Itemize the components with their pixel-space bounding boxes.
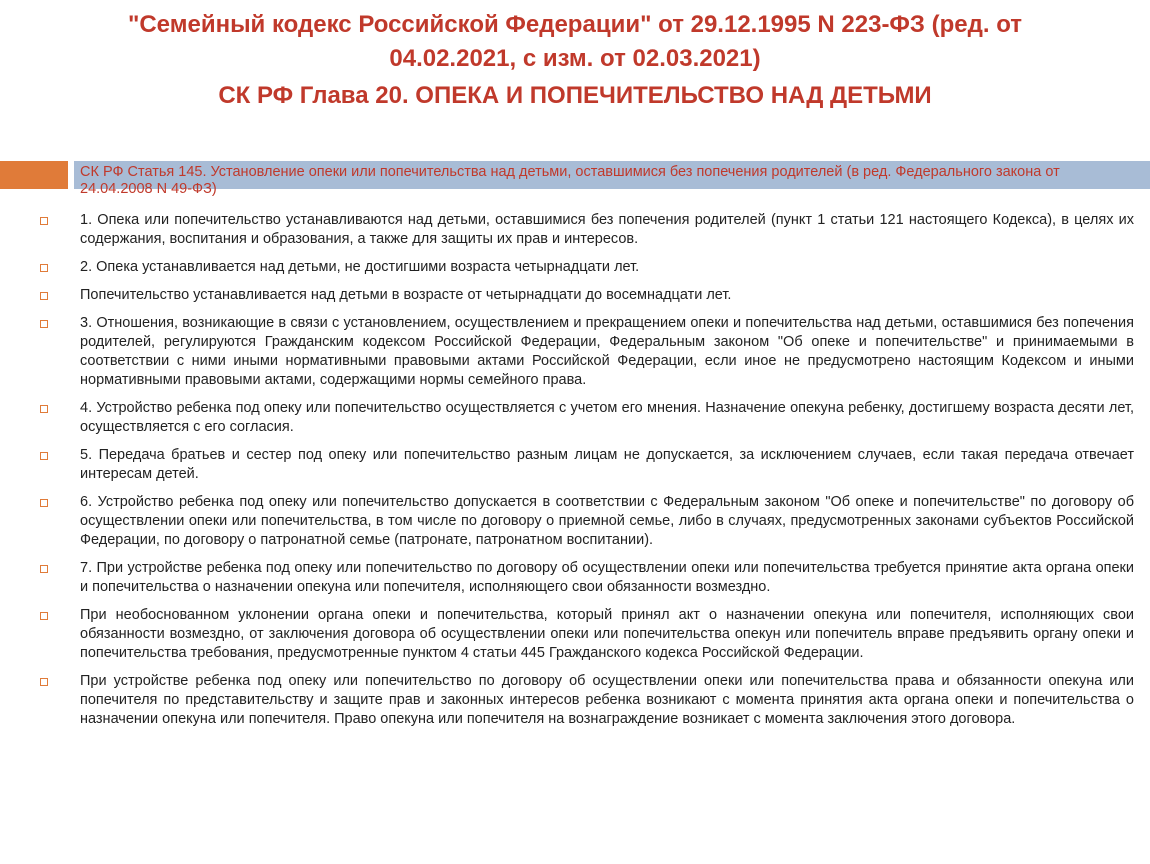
- paragraph-text: 4. Устройство ребенка под опеку или попечительство осуществляется с учетом его мнения. Назначение опекуна ребенку, достигшему возраста десяти лет, осуществляется с его согласия.: [80, 400, 1134, 435]
- square-bullet-icon: [40, 499, 48, 507]
- square-bullet-icon: [40, 217, 48, 225]
- list-item: [0, 314, 1150, 390]
- list-item: [0, 211, 1150, 249]
- list-item: [0, 286, 1150, 305]
- square-bullet-icon: [40, 678, 48, 686]
- paragraph-text: 7. При устройстве ребенка под опеку или попечительство по договору об осуществлении опеки или попечительства требуется принятие акта органа опеки и попечительства о назначении опекуна или попечителя, исполняющего свои обязанности возмездно.: [80, 560, 1134, 595]
- square-bullet-icon: [40, 612, 48, 620]
- accent-block: [0, 161, 68, 189]
- list-item: [0, 446, 1150, 484]
- chapter-title: СК РФ Глава 20. ОПЕКА И ПОПЕЧИТЕЛЬСТВО НАД ДЕТЬМИ: [218, 82, 932, 109]
- paragraph-text: 5. Передача братьев и сестер под опеку или попечительство разным лицам не допускается, за исключением случаев, если такая передача отвечает интересам детей.: [80, 447, 1134, 482]
- list-item: [0, 258, 1150, 277]
- list-item: [0, 606, 1150, 663]
- document-title-line-2: 04.02.2021, с изм. от 02.03.2021): [389, 45, 761, 72]
- article-heading: СК РФ Статья 145. Установление опеки или попечительства над детьми, оставшимися без попечения родителей (в ред. Федерального закона от 24.04.2008 N 49-ФЗ): [80, 164, 1060, 197]
- square-bullet-icon: [40, 405, 48, 413]
- paragraph-text: 1. Опека или попечительство устанавливаются над детьми, оставшимися без попечения родителей (пункт 1 статьи 121 настоящего Кодекса), в целях их содержания, воспитания и образования, а также для защиты их прав и интересов.: [80, 212, 1134, 247]
- document-title-line-1: "Семейный кодекс Российской Федерации" от 29.12.1995 N 223-ФЗ (ред. от: [127, 11, 1023, 38]
- square-bullet-icon: [40, 565, 48, 573]
- list-item: [0, 559, 1150, 597]
- list-item: [0, 399, 1150, 437]
- square-bullet-icon: [40, 292, 48, 300]
- paragraph-text: При устройстве ребенка под опеку или попечительство по договору об осуществлении опеки или попечительства права и обязанности опекуна или попечителя по представительству и защите прав и законных интересов ребенка возникают с момента принятия акта органа опеки и попечительства о назначении опекуна или попечителя. Право опекуна или попечителя на вознаграждение возникает с момента заключения этого договора.: [80, 673, 1134, 727]
- paragraph-list: [0, 211, 1150, 738]
- list-item: [0, 672, 1150, 729]
- paragraph-text: При необоснованном уклонении органа опеки и попечительства, который принял акт о назначении опекуна или попечителя, исполняющих свои обязанности возмездно, от заключения договора об осуществлении опеки или попечительства опекун или попечитель вправе предъявить органу опеки и попечительства требования, предусмотренные пунктом 4 статьи 445 Гражданского кодекса Российской Федерации.: [80, 607, 1134, 661]
- paragraph-text: 6. Устройство ребенка под опеку или попечительство допускается в соответствии с Федеральным законом "Об опеке и попечительстве" по договору об осуществлении опеки или попечительства, в том числе по договору о приемной семье, либо в случаях, предусмотренных законами субъектов Российской Федерации, по договору о патронатной семье (патронате, патронатном воспитании).: [80, 494, 1134, 548]
- list-item: [0, 493, 1150, 550]
- paragraph-text: 2. Опека устанавливается над детьми, не достигшими возраста четырнадцати лет.: [80, 259, 640, 275]
- paragraph-text: 3. Отношения, возникающие в связи с установлением, осуществлением и прекращением опеки и попечительства над детьми, оставшимися без попечения родителей, регулируются Гражданским кодексом Российской Федерации, Федеральным законом "Об опеке и попечительстве" и принимаемыми в соответствии с ними иными нормативными правовыми актами Российской Федерации, если иное не предусмотрено настоящим Кодексом и иными нормативными правовыми актами, содержащими нормы семейного права.: [80, 315, 1134, 388]
- square-bullet-icon: [40, 264, 48, 272]
- paragraph-text: Попечительство устанавливается над детьми в возрасте от четырнадцати до восемнадцати лет.: [80, 287, 732, 303]
- square-bullet-icon: [40, 452, 48, 460]
- square-bullet-icon: [40, 320, 48, 328]
